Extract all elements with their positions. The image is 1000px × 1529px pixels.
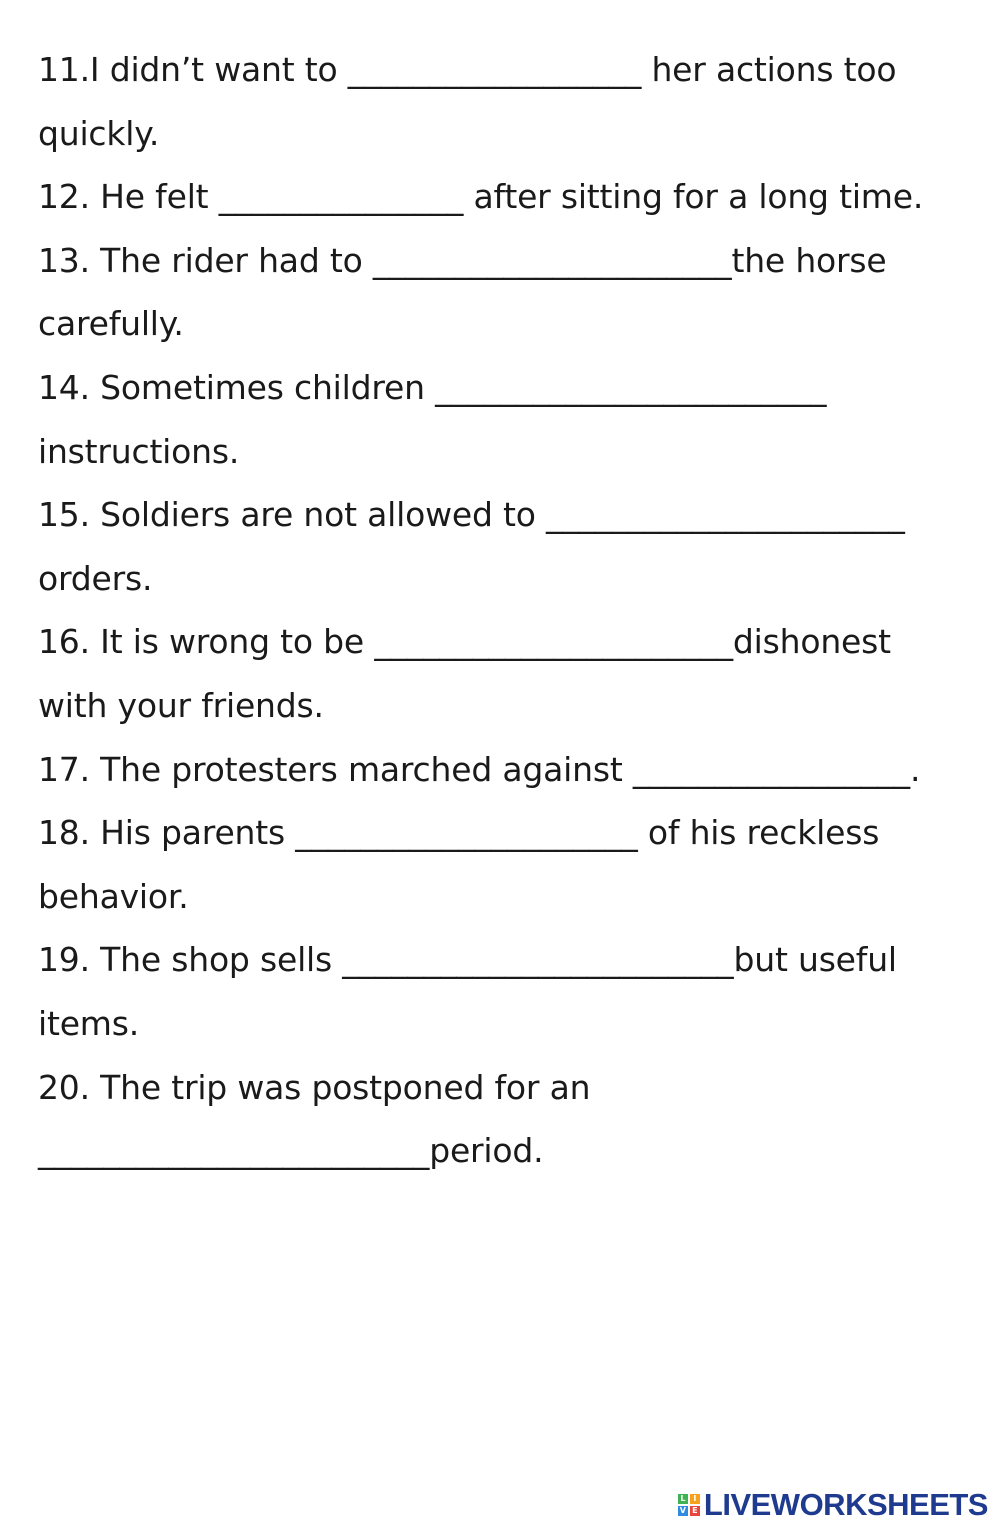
logo-grid-cell: I xyxy=(690,1494,700,1504)
question-14-line-2: instructions. xyxy=(38,431,240,471)
logo-grid-cell: L xyxy=(678,1494,688,1504)
question-15-line-2: orders. xyxy=(38,558,153,598)
question-20-line-2: ________________________period. xyxy=(38,1131,544,1171)
question-11-line-1: 11.I didn’t want to __________________ her actions too xyxy=(38,50,897,89)
logo-grid-cell: E xyxy=(690,1506,700,1516)
question-16-line-2: with your friends. xyxy=(38,685,324,725)
question-13-line-2: carefully. xyxy=(38,304,184,344)
question-11-line-2: quickly. xyxy=(38,113,160,153)
question-17-line-1: 17. The protesters marched against _________________. xyxy=(38,749,921,789)
logo-grid-icon xyxy=(678,1494,700,1516)
question-19-line-2: items. xyxy=(38,1003,140,1043)
logo-grid-cell: V xyxy=(679,1506,686,1515)
logo-text: LIVEWORKSHEETS xyxy=(703,1487,988,1522)
question-14-line-1: 14. Sometimes children ________________________ xyxy=(38,367,827,407)
question-12-line-1: 12. He felt _______________ after sitting for a long time. xyxy=(38,177,924,217)
question-16-line-1: 16. It is wrong to be ______________________dishonest xyxy=(38,622,891,662)
question-15-line-1: 15. Soldiers are not allowed to ______________________ xyxy=(38,495,905,535)
question-19-line-1: 19. The shop sells ________________________but useful xyxy=(38,940,897,980)
liveworksheets-logo xyxy=(678,1487,988,1523)
question-18-line-1: 18. His parents _____________________ of his reckless xyxy=(38,813,880,853)
question-20-line-1: 20. The trip was postponed for an xyxy=(38,1067,591,1107)
worksheet-questions xyxy=(38,38,968,1183)
question-18-line-2: behavior. xyxy=(38,876,189,916)
question-13-line-1: 13. The rider had to ______________________the horse xyxy=(38,240,887,280)
